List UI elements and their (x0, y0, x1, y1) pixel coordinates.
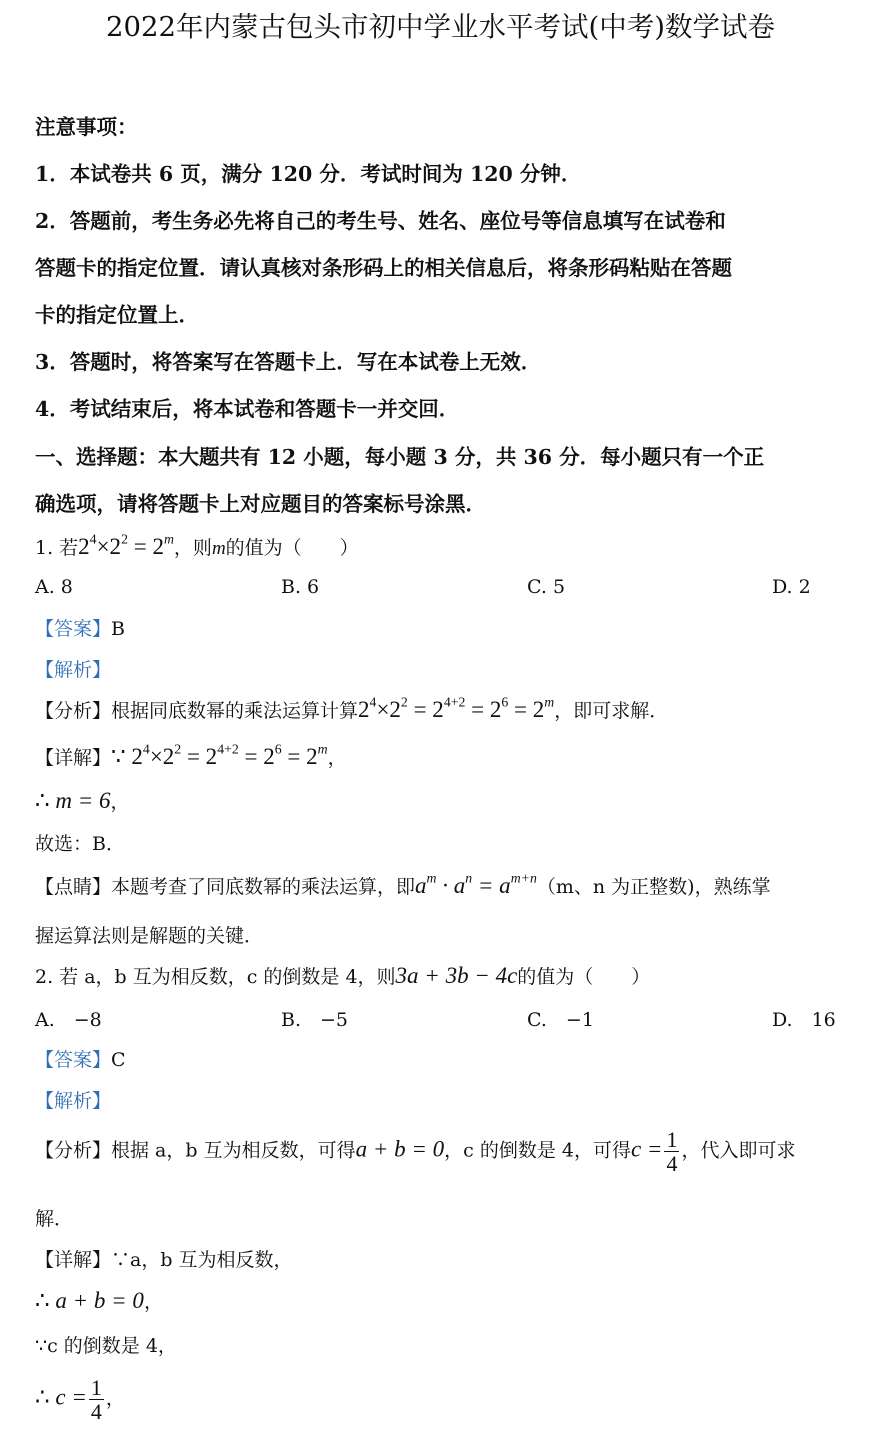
q2-detail-2: ∴ a + b = 0， (35, 1288, 163, 1313)
q2-detail-3: ∵c 的倒数是 4， (35, 1335, 177, 1357)
q1-detail-m: ∴ m = 6， (35, 788, 130, 813)
q2-analysis-line2: 解． (35, 1208, 74, 1230)
q1-choose: 故选：B． (35, 833, 125, 855)
q2-answer: 【答案】C (35, 1049, 126, 1071)
notice-item: 1．本试卷共 6 页，满分 120 分．考试时间为 120 分钟． (35, 162, 582, 186)
q1-detail: 【详解】∵ $2^4\times 2^2 = 2^{4+2} = 2^6 = 2^m$， (35, 741, 347, 769)
q2-detail-4: ∴ c = $\frac{1}{4}$ ， (35, 1375, 125, 1425)
notice-item: 3．答题时，将答案写在答题卡上．写在本试卷上无效． (35, 350, 542, 374)
notice-item: 4．考试结束后，将本试卷和答题卡一并交回． (35, 397, 460, 421)
notice-item: 卡的指定位置上． (35, 303, 199, 327)
q1-analysis: 【分析】根据同底数幂的乘法运算计算$2^4\times 2^2 = 2^{4+2} = 2^6 = 2^m$，即可求解． (35, 694, 669, 722)
q2-option-a: A. −8 (35, 1009, 102, 1031)
q1-stem: 1. 若$2^4\times 2^2 = 2^m$，则m的值为（ ） (35, 531, 359, 559)
q1-option-b: B. 6 (281, 576, 320, 598)
page-title: 2022年内蒙古包头市初中学业水平考试(中考)数学试卷 (106, 11, 775, 43)
q2-analysis: 【分析】根据 a，b 互为相反数，可得a + b = 0，c 的倒数是 4，可得c = $\frac{1}{4}$ ，代入即可求 (35, 1127, 796, 1177)
q2-stem: 2. 若 a，b 互为相反数，c 的倒数是 4，则3a + 3b − 4c的值为（ ） (35, 963, 651, 988)
q2-jiexi-label: 【解析】 (35, 1090, 112, 1112)
q2-option-c: C. −1 (527, 1009, 594, 1031)
q1-answer: 【答案】B (35, 618, 125, 640)
q1-point: 【点睛】本题考查了同底数幂的乘法运算，即$a^m \cdot a^n = a^{m+n}(m$、n 为正整数)，熟练掌 (35, 870, 771, 898)
q1-point-line2: 握运算法则是解题的关键． (35, 925, 264, 947)
q1-option-a: A. 8 (35, 576, 73, 598)
q2-option-b: B. −5 (281, 1009, 349, 1031)
section-heading-line1: 一、选择题：本大题共有 12 小题，每小题 3 分，共 36 分．每小题只有一个正 (35, 445, 765, 469)
notice-item: 2．答题前，考生务必先将自己的考生号、姓名、座位号等信息填写在试卷和 (35, 209, 726, 233)
notice-heading: 注意事项： (35, 115, 138, 139)
q1-jiexi-label: 【解析】 (35, 659, 112, 681)
q1-option-d: D. 2 (772, 576, 811, 598)
q2-option-d: D. 16 (772, 1009, 836, 1031)
q1-option-c: C. 5 (527, 576, 566, 598)
section-heading-line2: 确选项，请将答题卡上对应题目的答案标号涂黑． (35, 492, 486, 516)
notice-item: 答题卡的指定位置．请认真核对条形码上的相关信息后，将条形码粘贴在答题 (35, 256, 732, 280)
q2-detail-1: 【详解】∵a，b 互为相反数， (35, 1249, 293, 1271)
